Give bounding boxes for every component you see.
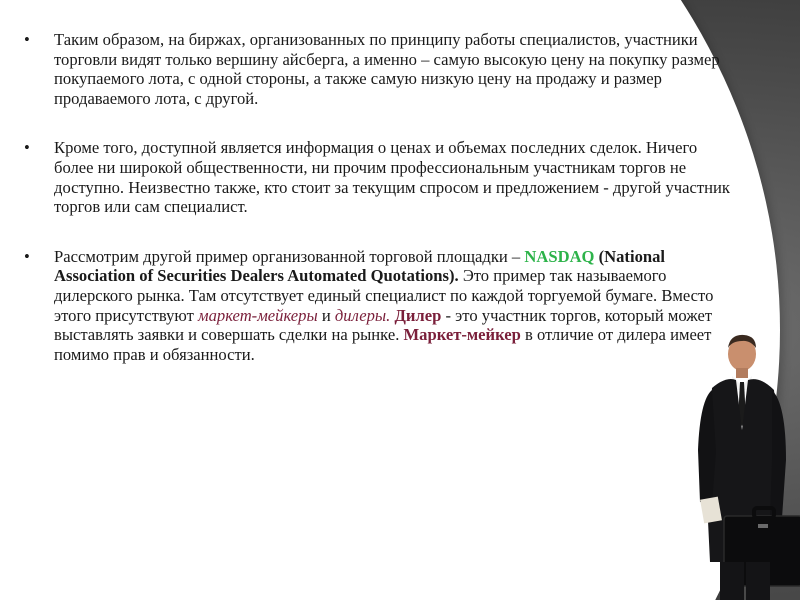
right-leg	[746, 562, 770, 600]
dealers-term: дилеры.	[334, 305, 391, 325]
paragraph-text: Рассмотрим другой пример организованной торговой площадки –	[54, 246, 525, 266]
market-maker-definition-term: Маркет-мейкер	[403, 325, 521, 345]
paragraph-text: Кроме того, доступной является информация о ценах и объемах последних сделок. Ничего более ни широкой общественности, ни прочим профессиональным участникам торгов не доступно. Неизвестно также, кто стоит за текущим спросом и предложением - другой участник торгов или сам специалист.	[54, 138, 730, 217]
bullet-marker: •	[24, 246, 30, 266]
paragraph-text: - это участник торгов, который может выставлять заявки и совершать сделки на рынке.	[54, 305, 713, 345]
bullet-paragraph-3	[22, 247, 737, 365]
market-makers-term: маркет-мейкеры	[198, 305, 318, 325]
bullet-marker: •	[24, 30, 30, 49]
businessman-illustration	[670, 330, 800, 600]
dealer-definition-term: Дилер	[394, 305, 442, 325]
nasdaq-term: NASDAQ	[524, 246, 595, 266]
paragraph-text: Таким образом, на биржах, организованных по принципу работы специалистов, участники торговли видят только вершину айсберга, а именно – самую высокую цену на покупку размер покупаемого лота, с одной стороны, а также самую низкую цену на продажу и размер продаваемого лота, с другой.	[54, 30, 720, 108]
bullet-marker: •	[24, 138, 30, 158]
bullet-paragraph-1	[22, 30, 737, 108]
slide-content	[22, 30, 737, 394]
bullet-paragraph-2	[22, 138, 737, 216]
paragraph-text: в отличие от дилера имеет помимо прав и обязанности.	[54, 325, 712, 364]
briefcase-clasp	[758, 524, 768, 528]
paragraph-text: и	[317, 305, 335, 325]
paragraph-text: Это пример так называемого дилерского рынка. Там отсутствует единый специалист по каждой торгуемой бумаге. Вместо этого присутствуют	[54, 266, 714, 325]
nasdaq-full-name: (National Association of Securities Dealers Automated Quotations).	[54, 246, 665, 286]
left-leg	[720, 562, 744, 600]
right-arm	[770, 390, 786, 518]
neck	[736, 368, 748, 378]
